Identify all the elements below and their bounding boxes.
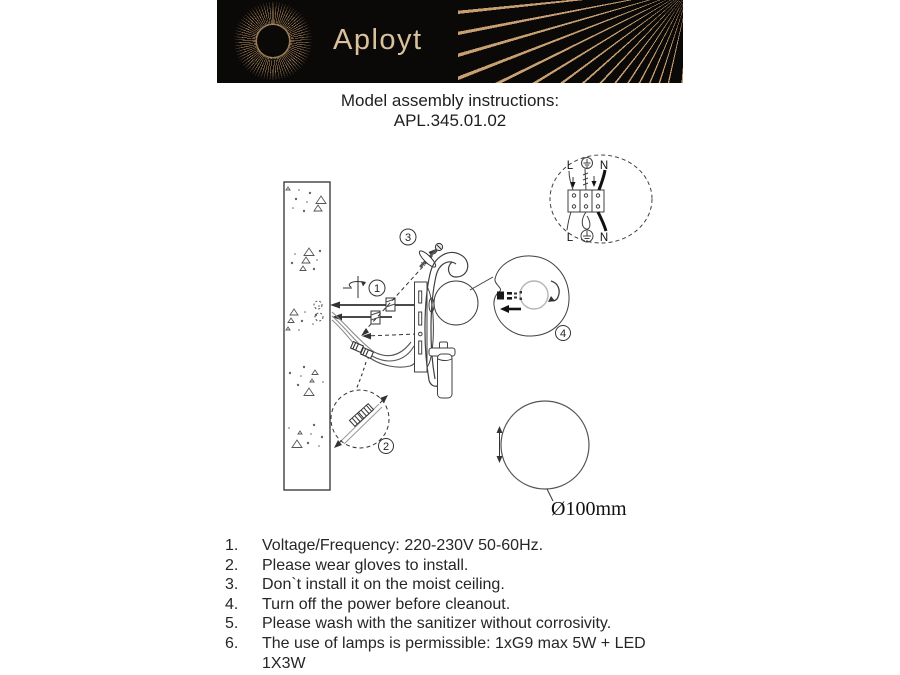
instruction-text: Please wash with the sanitizer without corrosivity. <box>262 615 612 633</box>
instruction-text: The use of lamps is permissible: 1xG9 max 5W + LED 1X3W <box>262 634 646 672</box>
instruction-text: Don`t install it on the moist ceiling. <box>262 576 505 594</box>
socket-detail <box>494 256 569 336</box>
ground-symbol-bottom <box>581 230 593 242</box>
lamp-holder <box>429 342 455 398</box>
instruction-number: 4. <box>225 595 239 613</box>
ground-symbol-top <box>582 158 593 169</box>
instruction-item <box>225 575 665 595</box>
callout-3 <box>400 229 416 245</box>
callout-2-label: 2 <box>382 441 390 453</box>
instruction-number: 5. <box>225 615 239 633</box>
wire-label-l-bottom: L <box>566 232 574 244</box>
callout-4 <box>556 326 571 341</box>
instructions-list <box>225 536 665 673</box>
diameter-label: Ø100mm <box>551 498 627 520</box>
model-code: APL.345.01.02 <box>393 111 507 130</box>
callout-1-label: 1 <box>373 283 381 295</box>
instruction-text: Voltage/Frequency: 220-230V 50-60Hz. <box>262 537 544 554</box>
instruction-number: 6. <box>225 634 239 652</box>
instruction-text: Please wear gloves to install. <box>262 556 469 574</box>
wire-label-n-bottom: N <box>599 232 609 244</box>
brand-name: Aployt <box>333 24 423 56</box>
wire-label-n-top: N <box>599 160 609 172</box>
instruction-item <box>225 536 665 556</box>
wiring-detail <box>550 155 652 244</box>
wall-section <box>284 182 330 490</box>
instruction-item <box>225 595 665 615</box>
callout-4-label: 4 <box>559 328 567 340</box>
callout-1 <box>369 280 385 296</box>
instruction-number: 3. <box>225 576 239 594</box>
turn-screw-symbol <box>343 276 366 298</box>
canopy-screw <box>417 243 442 269</box>
callout-2 <box>379 439 394 454</box>
wire-connector-detail <box>331 390 389 448</box>
instruction-item <box>225 614 665 634</box>
instruction-number: 2. <box>225 556 239 574</box>
instruction-number: 1. <box>225 537 239 554</box>
wire-label-l-top: L <box>566 160 574 172</box>
callout-3-label: 3 <box>404 232 412 244</box>
page-title: Model assembly instructions: <box>340 91 560 110</box>
dimension-ball <box>497 401 628 520</box>
instruction-text: Turn off the power before cleanout. <box>262 595 511 613</box>
instruction-item <box>225 556 665 576</box>
instruction-item <box>225 634 665 673</box>
lamp-ball <box>429 281 478 325</box>
leader-line <box>470 277 493 290</box>
